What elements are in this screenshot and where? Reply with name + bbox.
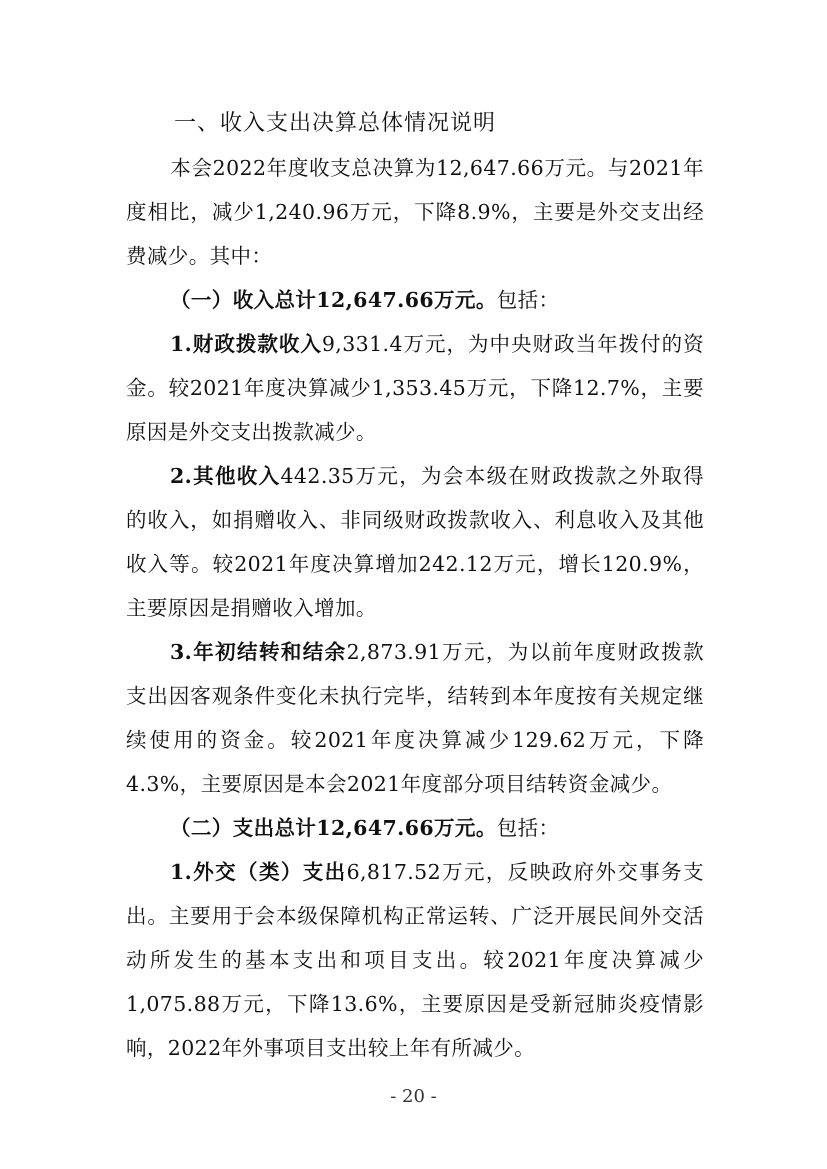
income-item-1 bbox=[126, 322, 704, 454]
intro-text: 本会2022年度收支总决算为12,647.66万元。与2021年度相比，减少1,240.96万元，下降8.9%，主要是外交支出经费减少。其中： bbox=[126, 156, 704, 268]
income-item-2 bbox=[126, 454, 704, 630]
income-item-1-text: 9,331.4万元，为中央财政当年拨付的资金。较2021年度决算减少1,353.45万元，下降12.7%，主要原因是外交支出拨款减少。 bbox=[126, 332, 704, 444]
income-total-tail: 包括： bbox=[496, 288, 560, 312]
income-item-3-title: 3.年初结转和结余 bbox=[170, 640, 347, 664]
intro-paragraph bbox=[126, 146, 704, 278]
income-total-heading: （一）收入总计12,647.66万元。 bbox=[170, 288, 497, 312]
section-heading: 一、收入支出决算总体情况说明 bbox=[174, 111, 497, 136]
expense-total-tail: 包括： bbox=[496, 816, 560, 840]
income-total-paragraph bbox=[126, 278, 704, 322]
income-item-3-text: 2,873.91万元，为以前年度财政拨款支出因客观条件变化未执行完毕，结转到本年度按有关规定继续使用的资金。较2021年度决算减少129.62万元，下降4.3%，主要原因是本会2021年度部分项目结转资金减少。 bbox=[126, 640, 704, 796]
income-item-1-title: 1.财政拨款收入 bbox=[170, 332, 322, 356]
expense-item-1 bbox=[126, 850, 704, 1070]
page-number: - 20 - bbox=[390, 1086, 437, 1107]
expense-item-1-text: 6,817.52万元，反映政府外交事务支出。主要用于会本级保障机构正常运转、广泛开展民间外交活动所发生的基本支出和项目支出。较2021年度决算减少1,075.88万元，下降13.6%，主要原因是受新冠肺炎疫情影响，2022年外事项目支出较上年有所减少。 bbox=[126, 860, 704, 1060]
expense-total-heading: （二）支出总计12,647.66万元。 bbox=[170, 816, 497, 840]
expense-total-paragraph bbox=[126, 806, 704, 850]
income-item-2-text: 442.35万元，为会本级在财政拨款之外取得的收入，如捐赠收入、非同级财政拨款收入、利息收入及其他收入等。较2021年度决算增加242.12万元，增长120.9%，主要原因是捐赠收入增加。 bbox=[126, 464, 704, 620]
income-item-3 bbox=[126, 630, 704, 806]
expense-item-1-title: 1.外交（类）支出 bbox=[170, 860, 347, 884]
income-item-2-title: 2.其他收入 bbox=[170, 464, 281, 488]
